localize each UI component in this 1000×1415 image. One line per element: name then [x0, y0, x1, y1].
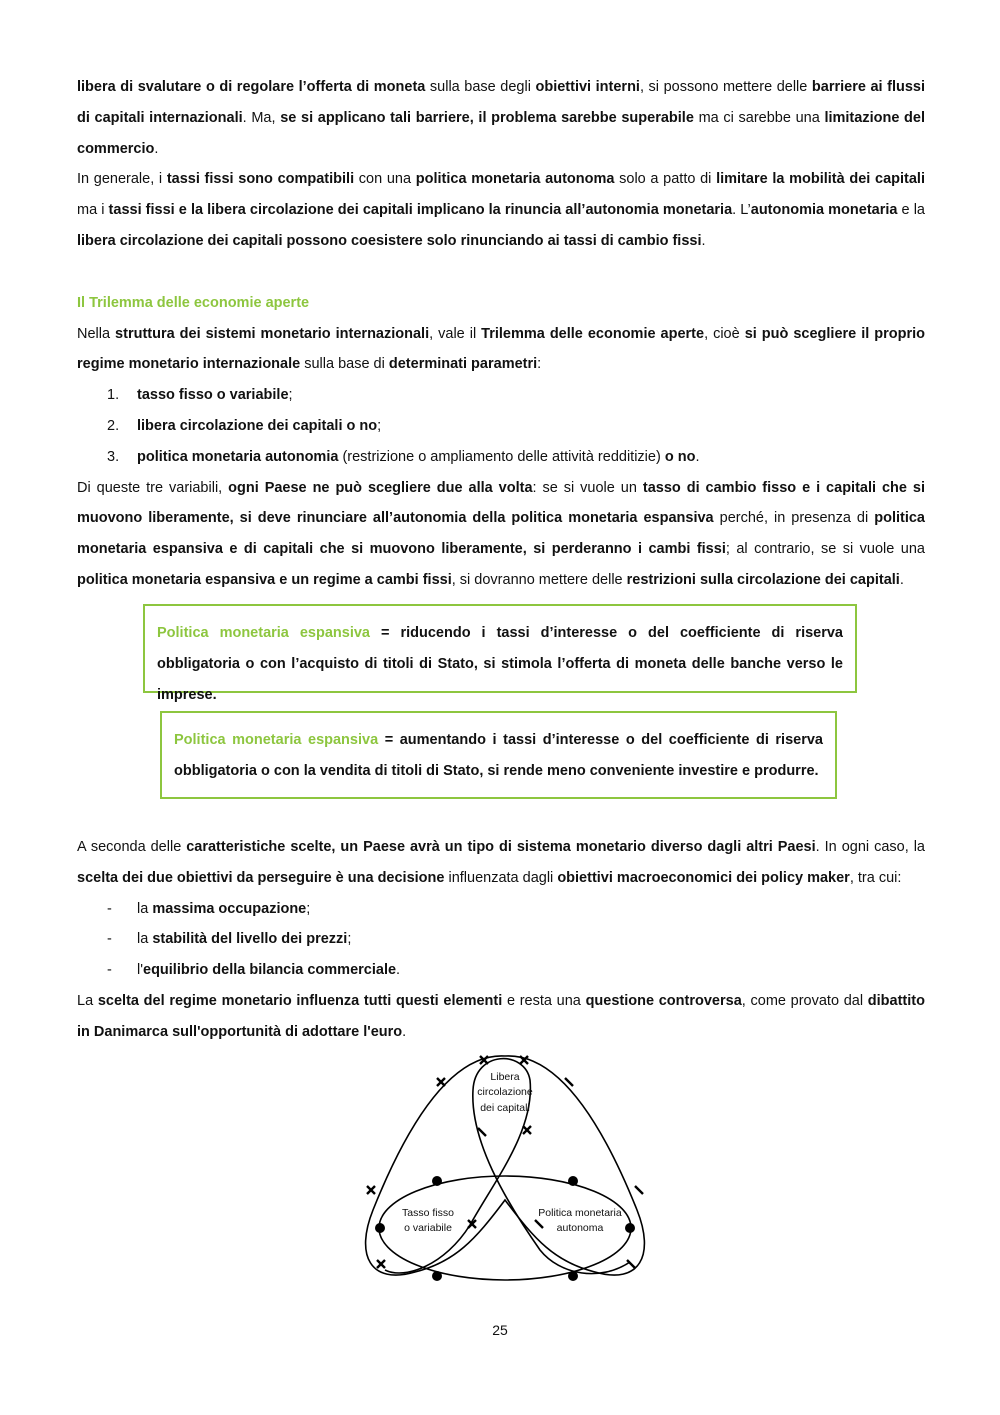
list-item [77, 380, 925, 411]
text-run: . L’ [732, 202, 751, 219]
page-body [77, 72, 925, 596]
list-marker: 2. [107, 417, 120, 434]
trilemma-diagram [355, 1050, 655, 1290]
definition-text: = aumentando i tassi d’interesse o del coefficiente di riserva obbligatoria o con la vendita di titoli di Stato, si rende meno conveniente investire e produrre. [174, 732, 823, 779]
definition-term: Politica monetaria espansiva [157, 625, 370, 641]
text-run: , tra cui: [849, 869, 902, 886]
text-run: Di queste tre variabili, [77, 479, 229, 496]
bold-run: massima occupazione [152, 900, 307, 917]
right-label-line-1: Politica monetaria [538, 1207, 622, 1219]
top-label-line-2: circolazione [477, 1086, 533, 1098]
text-run: e la [897, 202, 925, 219]
text-run: . [154, 140, 159, 157]
list-marker: 1. [107, 387, 120, 404]
text-run: influenzata dagli [444, 869, 558, 886]
bold-run: o no [664, 448, 696, 465]
page-number: 25 [492, 1322, 508, 1338]
text-run: ; [306, 900, 311, 917]
text-run: sulla base degli [425, 79, 536, 95]
bold-run: struttura dei sistemi monetario internazionali [115, 325, 430, 342]
text-run: , come provato dal [741, 992, 868, 1009]
list-item [77, 924, 925, 955]
bold-run: barriere ai flussi di capitali internazionali [77, 79, 926, 126]
text-run: In generale, i [77, 171, 167, 188]
left-label-line-1: Tasso fisso [402, 1207, 454, 1219]
page-body-lower [77, 832, 925, 1048]
bold-run: equilibrio della bilancia commerciale [143, 962, 397, 979]
bold-run: limitare la mobilità dei capitali [716, 171, 925, 188]
text-run: ma i [77, 202, 109, 219]
bold-run: libera circolazione dei capitali possono coesistere solo rinunciando ai tassi di cambio fissi [77, 232, 702, 249]
bold-run: ogni Paese ne può scegliere due alla volta [228, 479, 533, 496]
list-marker: 3. [107, 448, 120, 465]
text-run: , vale il [429, 325, 482, 342]
text-run: . [695, 448, 700, 465]
right-label-line-2: autonoma [556, 1222, 604, 1234]
bold-run: scelta del regime monetario influenza tutti questi elementi [97, 992, 503, 1009]
definition-box-1 [143, 604, 857, 703]
list-item [77, 894, 925, 925]
text-run: ; [377, 417, 382, 434]
bold-run: si può scegliere il proprio regime monetario internazionale [77, 325, 925, 373]
bold-run: determinati parametri [388, 356, 538, 373]
text-run: , si possono mettere delle [639, 79, 812, 95]
list-item [77, 411, 925, 442]
text-run: la [137, 900, 153, 917]
bold-run: libera circolazione dei capitali o no [137, 417, 378, 434]
top-label-line-3: dei capitali [480, 1102, 530, 1114]
text-run: e resta una [502, 992, 586, 1009]
list-marker: - [107, 962, 112, 979]
text-run: La [77, 992, 98, 1009]
text-run: la [137, 931, 153, 948]
bold-run: restrizioni sulla circolazione dei capitali [626, 571, 900, 588]
text-run: , si dovranno mettere delle [451, 571, 627, 588]
text-run: ma ci sarebbe una [693, 109, 825, 126]
section-heading: Il Trilemma delle economie aperte [77, 294, 310, 311]
bold-run: obiettivi interni [535, 79, 640, 95]
text-run: . [402, 1023, 407, 1040]
paragraph-6 [77, 986, 925, 1048]
text-run: ; [288, 387, 293, 404]
list-marker: - [107, 931, 112, 948]
text-run: : [537, 356, 542, 373]
bold-run: se si applicano tali barriere, il problema sarebbe superabile [280, 109, 694, 126]
text-run: (restrizione o ampliamento delle attività redditizie) [338, 448, 665, 465]
bold-run: tasso fisso o variabile [137, 387, 289, 404]
text-run: perché, in presenza di [713, 510, 875, 527]
text-run: . [396, 962, 401, 979]
bold-run: questione controversa [585, 992, 742, 1009]
list-marker: - [107, 900, 112, 917]
left-label-line-2: o variabile [404, 1222, 452, 1234]
text-run: . Ma, [242, 109, 281, 126]
bold-run: dibattito in Danimarca sull'opportunità di adottare l'euro [77, 992, 925, 1040]
bold-run: caratteristiche scelte, un Paese avrà un tipo di sistema monetario diverso dagli altri Paesi [186, 839, 816, 855]
text-run: , cioè [704, 325, 745, 342]
list-item [77, 442, 925, 473]
bold-run: politica monetaria autonoma [415, 171, 615, 188]
bold-run: limitazione del commercio [77, 109, 925, 157]
bold-run: Trilemma delle economie aperte [481, 325, 705, 342]
text-run: ; al contrario, se si vuole una [725, 541, 925, 558]
bold-run: autonomia monetaria [750, 202, 898, 219]
text-run: solo a patto di [614, 171, 717, 188]
text-run: . In ogni caso, la [815, 839, 925, 855]
paragraph-3 [77, 319, 925, 381]
text-run: . [899, 571, 904, 588]
text-run: Nella [77, 325, 116, 342]
top-label-line-1: Libera [490, 1071, 520, 1083]
bold-run: obiettivi macroeconomici dei policy maker [557, 869, 850, 886]
bold-run: politica monetaria autonomia [137, 448, 339, 465]
paragraph-2 [77, 164, 925, 256]
bold-run: tassi fissi e la libera circolazione dei capitali implicano la rinuncia all’autonomia monetaria [108, 202, 733, 219]
text-run: sulla base di [300, 356, 389, 373]
bold-run: stabilità del livello dei prezzi [152, 931, 348, 948]
paragraph-1 [77, 72, 925, 164]
text-run: . [701, 232, 706, 249]
text-run: : se si vuole un [532, 479, 643, 496]
paragraph-4 [77, 473, 925, 596]
text-run: con una [354, 171, 416, 188]
list-item [77, 955, 925, 986]
bold-run: politica monetaria espansiva e un regime a cambi fissi [77, 571, 452, 588]
bold-run: libera di svalutare o di regolare l’offerta di moneta [77, 79, 426, 95]
text-run: l' [137, 962, 143, 979]
parameters-list [77, 380, 925, 472]
text-run: ; [347, 931, 352, 948]
bold-run: tasso di cambio fisso e i capitali che si muovono liberamente, si deve rinunciare all’autonomia della politica monetaria espansiva [77, 479, 926, 527]
text-run: A seconda delle [77, 839, 187, 855]
definition-text: = riducendo i tassi d’interesse o del coefficiente di riserva obbligatoria o con l’acquisto di titoli di Stato, si stimola l’offerta di moneta delle banche verso le imprese. [157, 625, 843, 703]
bold-run: politica monetaria espansiva e di capitali che si muovono liberamente, si perderanno i cambi fissi [77, 510, 925, 558]
bold-run: tassi fissi sono compatibili [166, 171, 355, 188]
definition-box-2 [160, 711, 837, 799]
objectives-list [77, 894, 925, 986]
bold-run: scelta dei due obiettivi da perseguire è una decisione [77, 869, 445, 886]
definition-term: Politica monetaria espansiva [174, 732, 379, 748]
paragraph-5 [77, 832, 925, 894]
